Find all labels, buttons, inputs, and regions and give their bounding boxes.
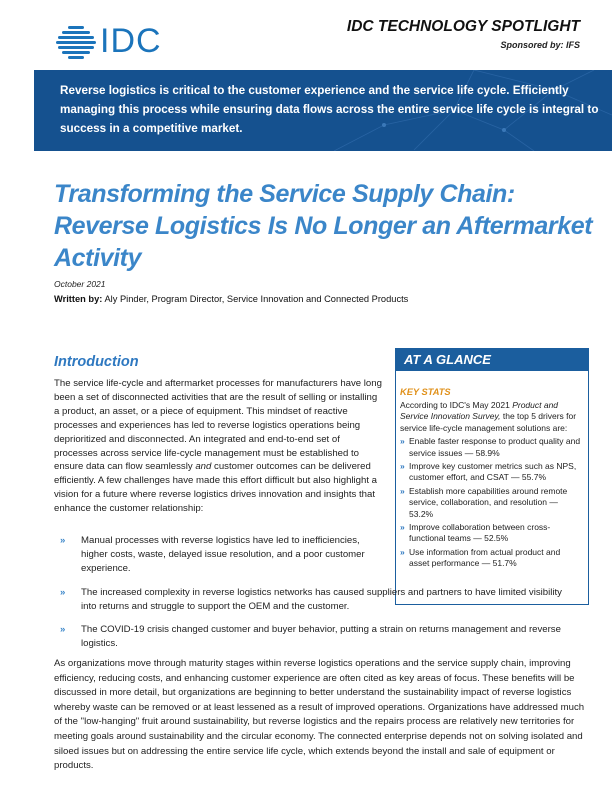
chevron-icon: »	[60, 624, 66, 635]
intro-text-em: and	[195, 461, 212, 473]
spotlight-header	[347, 18, 580, 50]
closing-paragraph: As organizations move through maturity stages within reverse logistics operations and the service supply chain, improving efficiency, reducing costs, and enhancing customer experience are often cited as key areas of focus. These benefits will be discussed in more detail, but organizations are beginning to better understand the sustainability impact of reverse logistics whereby waste can be removed or at least lessened as a result of improved operations. Organizations have addressed much of the "low-hanging" fruit around sustainability, but reverse logistics and the repairs process are relatively new territories for meeting goals around sustainability and the circular economy. The connected enterprise depends not on solving isolated and siloed issues but on addressing the entire service life cycle, which extends beyond the install and sale of equipment or products.	[54, 658, 585, 772]
publish-date: October 2021	[54, 279, 106, 289]
list-item-text: Enable faster response to product quality and service issues — 58.9%	[409, 436, 581, 458]
title-line-1: Transforming the Service Supply Chain:	[54, 180, 515, 208]
bullet-icon: »	[400, 461, 405, 472]
list-item	[400, 461, 582, 484]
written-by-label: Written by:	[54, 294, 103, 304]
page-title	[54, 178, 594, 274]
chevron-icon: »	[60, 535, 66, 546]
key-stats-label: KEY STATS	[400, 387, 451, 397]
glance-intro	[400, 400, 582, 434]
glance-intro-em: Product and Service Innovation Survey,	[400, 400, 559, 422]
summary-banner	[34, 70, 612, 151]
sponsor-text: Sponsored by: IFS	[500, 40, 580, 50]
list-item	[400, 547, 582, 570]
spotlight-title: IDC TECHNOLOGY SPOTLIGHT	[346, 18, 580, 35]
bullet-icon: »	[400, 522, 405, 533]
list-item-text: Establish more capabilities around remote service, collaboration, and resolution — 53.2%	[409, 485, 568, 519]
banner-text: Reverse logistics is critical to the customer experience and the service life cycle. Efficiently managing this process while ensuring data flows across the entire service life cycle is integral to success in a competitive market.	[60, 84, 599, 135]
intro-text-2: customer outcomes can be delivered efficiently. A few challenges have made this effort difficult but also highlight a vision for a future where reverse logistics drives innovation and insights that enhance the customer relationship:	[54, 461, 378, 515]
logo-text: IDC	[100, 22, 162, 60]
intro-text-1: The service life-cycle and aftermarket processes for manufacturers have long been a set of disconnected activities that are the result of selling or installing a product, an asset, or a piece of equipment. This mindset of reactive processes and experiences has led to reverse logistics operations being deprioritized and disconnected. An integrated and end-to-end set of processes across service life-cycle management must be established to ensure data can flow seamlessly	[54, 378, 382, 473]
at-a-glance-box	[395, 348, 589, 605]
bullet-icon: »	[400, 436, 405, 447]
list-item-text: Improve collaboration between cross-functional teams — 52.5%	[409, 522, 551, 544]
list-item	[400, 436, 582, 459]
bullet-icon: »	[400, 546, 405, 557]
list-item	[400, 486, 582, 520]
title-line-3: Activity	[54, 244, 142, 272]
glance-intro-b: the top 5 drivers for service life-cycle management solutions are:	[400, 411, 577, 433]
glance-list	[400, 436, 582, 569]
idc-logo	[56, 22, 162, 61]
intro-paragraph	[54, 377, 384, 516]
chevron-icon: »	[60, 587, 66, 598]
glance-intro-a: According to IDC's May 2021	[400, 400, 510, 410]
list-item-text: Improve key customer metrics such as NPS, customer effort, and CSAT — 55.7%	[409, 461, 577, 483]
author-name: Aly Pinder, Program Director, Service Innovation and Connected Products	[104, 294, 409, 304]
challenge-text: The COVID-19 crisis changed customer and buyer behavior, putting a strain on returns management and reverse logistics.	[81, 624, 561, 649]
intro-heading: Introduction	[54, 354, 139, 370]
bullet-icon: »	[400, 485, 405, 496]
challenge-text: The increased complexity in reverse logistics networks has caused suppliers and partners to have limited visibility into returns and struggle to support the OEM and the customer.	[81, 587, 562, 612]
title-line-2: Reverse Logistics Is No Longer an Aftermarket	[54, 212, 593, 240]
glance-heading: AT A GLANCE	[396, 349, 588, 371]
list-item-text: Use information from actual product and asset performance — 51.7%	[409, 546, 561, 569]
list-item	[400, 522, 582, 545]
author-line	[54, 294, 408, 304]
challenge-text: Manual processes with reverse logistics have led to inefficiencies, higher costs, waste, delayed issue resolution, and a poor customer experience.	[81, 535, 365, 574]
globe-icon	[56, 25, 96, 59]
